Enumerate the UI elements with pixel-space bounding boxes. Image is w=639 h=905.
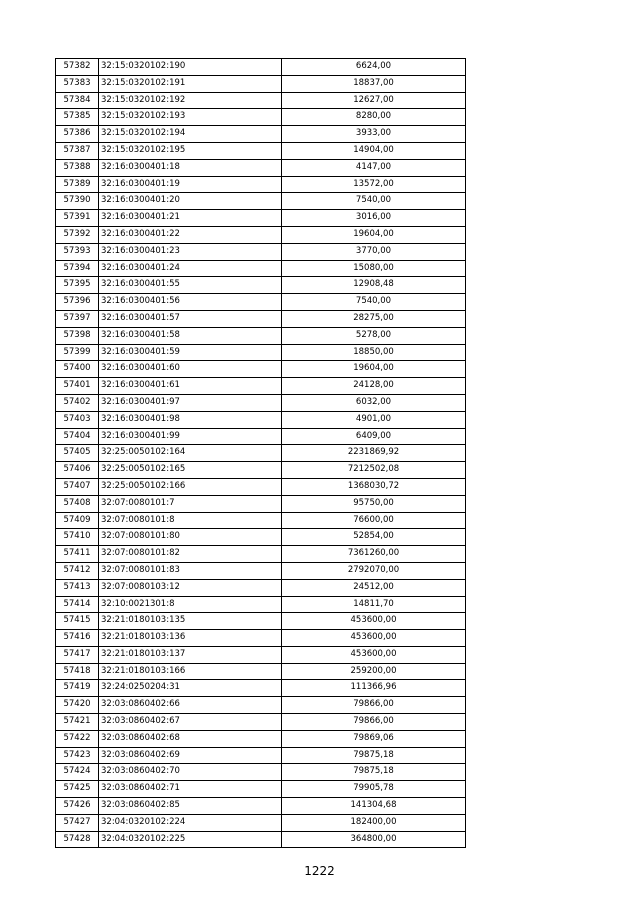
value-cell: 24128,00 <box>282 378 466 395</box>
value-cell: 3770,00 <box>282 243 466 260</box>
row-number-cell: 57425 <box>56 781 99 798</box>
table-row <box>56 529 466 546</box>
cadastral-number-cell: 32:25:0050102:165 <box>99 462 282 479</box>
value-cell: 6409,00 <box>282 428 466 445</box>
value-cell: 76600,00 <box>282 512 466 529</box>
value-cell: 12908,48 <box>282 277 466 294</box>
cadastral-number-cell: 32:10:0021301:8 <box>99 596 282 613</box>
cadastral-number-cell: 32:16:0300401:60 <box>99 361 282 378</box>
cadastral-number-cell: 32:21:0180103:166 <box>99 663 282 680</box>
value-cell: 3016,00 <box>282 210 466 227</box>
row-number-cell: 57385 <box>56 109 99 126</box>
row-number-cell: 57392 <box>56 226 99 243</box>
row-number-cell: 57420 <box>56 697 99 714</box>
cadastral-number-cell: 32:07:0080101:82 <box>99 546 282 563</box>
table-row <box>56 277 466 294</box>
table-row <box>56 75 466 92</box>
row-number-cell: 57407 <box>56 478 99 495</box>
table-row <box>56 462 466 479</box>
table-row <box>56 310 466 327</box>
value-cell: 259200,00 <box>282 663 466 680</box>
cadastral-number-cell: 32:16:0300401:61 <box>99 378 282 395</box>
cadastral-number-cell: 32:21:0180103:136 <box>99 630 282 647</box>
row-number-cell: 57400 <box>56 361 99 378</box>
cadastral-number-cell: 32:15:0320102:191 <box>99 75 282 92</box>
row-number-cell: 57421 <box>56 714 99 731</box>
value-cell: 19604,00 <box>282 226 466 243</box>
row-number-cell: 57409 <box>56 512 99 529</box>
row-number-cell: 57428 <box>56 831 99 848</box>
cadastral-number-cell: 32:16:0300401:18 <box>99 159 282 176</box>
cadastral-number-cell: 32:03:0860402:68 <box>99 730 282 747</box>
cadastral-number-cell: 32:16:0300401:56 <box>99 294 282 311</box>
table-row <box>56 378 466 395</box>
cadastral-number-cell: 32:16:0300401:21 <box>99 210 282 227</box>
value-cell: 7212502,08 <box>282 462 466 479</box>
row-number-cell: 57395 <box>56 277 99 294</box>
cadastral-number-cell: 32:16:0300401:22 <box>99 226 282 243</box>
data-table <box>55 58 466 848</box>
table-row <box>56 109 466 126</box>
cadastral-number-cell: 32:03:0860402:67 <box>99 714 282 731</box>
value-cell: 28275,00 <box>282 310 466 327</box>
cadastral-number-cell: 32:07:0080101:8 <box>99 512 282 529</box>
value-cell: 18850,00 <box>282 344 466 361</box>
cadastral-number-cell: 32:16:0300401:23 <box>99 243 282 260</box>
table-row <box>56 680 466 697</box>
value-cell: 111366,96 <box>282 680 466 697</box>
cadastral-number-cell: 32:07:0080101:83 <box>99 562 282 579</box>
row-number-cell: 57393 <box>56 243 99 260</box>
value-cell: 15080,00 <box>282 260 466 277</box>
table-row <box>56 394 466 411</box>
row-number-cell: 57413 <box>56 579 99 596</box>
row-number-cell: 57401 <box>56 378 99 395</box>
cadastral-number-cell: 32:15:0320102:193 <box>99 109 282 126</box>
table-row <box>56 814 466 831</box>
cadastral-number-cell: 32:16:0300401:20 <box>99 193 282 210</box>
page-number: 1222 <box>304 864 335 878</box>
table-row <box>56 512 466 529</box>
table-row <box>56 495 466 512</box>
row-number-cell: 57411 <box>56 546 99 563</box>
cadastral-number-cell: 32:03:0860402:70 <box>99 764 282 781</box>
cadastral-number-cell: 32:16:0300401:24 <box>99 260 282 277</box>
row-number-cell: 57387 <box>56 142 99 159</box>
value-cell: 24512,00 <box>282 579 466 596</box>
cadastral-number-cell: 32:07:0080103:12 <box>99 579 282 596</box>
table-row <box>56 327 466 344</box>
row-number-cell: 57408 <box>56 495 99 512</box>
table-row <box>56 344 466 361</box>
row-number-cell: 57398 <box>56 327 99 344</box>
table-row <box>56 798 466 815</box>
value-cell: 2792070,00 <box>282 562 466 579</box>
cadastral-number-cell: 32:15:0320102:195 <box>99 142 282 159</box>
table-row <box>56 478 466 495</box>
row-number-cell: 57418 <box>56 663 99 680</box>
table-row <box>56 747 466 764</box>
table-row <box>56 764 466 781</box>
row-number-cell: 57405 <box>56 445 99 462</box>
value-cell: 79869,06 <box>282 730 466 747</box>
row-number-cell: 57403 <box>56 411 99 428</box>
value-cell: 19604,00 <box>282 361 466 378</box>
cadastral-number-cell: 32:25:0050102:164 <box>99 445 282 462</box>
value-cell: 364800,00 <box>282 831 466 848</box>
cadastral-number-cell: 32:25:0050102:166 <box>99 478 282 495</box>
value-cell: 7540,00 <box>282 193 466 210</box>
cadastral-number-cell: 32:21:0180103:135 <box>99 613 282 630</box>
cadastral-number-cell: 32:04:0320102:224 <box>99 814 282 831</box>
cadastral-number-cell: 32:15:0320102:190 <box>99 59 282 76</box>
table-row <box>56 92 466 109</box>
cadastral-number-cell: 32:16:0300401:99 <box>99 428 282 445</box>
cadastral-number-cell: 32:15:0320102:192 <box>99 92 282 109</box>
value-cell: 8280,00 <box>282 109 466 126</box>
value-cell: 7540,00 <box>282 294 466 311</box>
table-row <box>56 294 466 311</box>
cadastral-number-cell: 32:16:0300401:19 <box>99 176 282 193</box>
cadastral-number-cell: 32:16:0300401:58 <box>99 327 282 344</box>
cadastral-number-cell: 32:07:0080101:80 <box>99 529 282 546</box>
row-number-cell: 57415 <box>56 613 99 630</box>
row-number-cell: 57427 <box>56 814 99 831</box>
row-number-cell: 57412 <box>56 562 99 579</box>
value-cell: 18837,00 <box>282 75 466 92</box>
value-cell: 79875,18 <box>282 747 466 764</box>
table-row <box>56 831 466 848</box>
row-number-cell: 57386 <box>56 126 99 143</box>
value-cell: 5278,00 <box>282 327 466 344</box>
table-row <box>56 714 466 731</box>
value-cell: 4147,00 <box>282 159 466 176</box>
value-cell: 182400,00 <box>282 814 466 831</box>
row-number-cell: 57419 <box>56 680 99 697</box>
table-row <box>56 546 466 563</box>
table-row <box>56 260 466 277</box>
value-cell: 52854,00 <box>282 529 466 546</box>
value-cell: 1368030,72 <box>282 478 466 495</box>
value-cell: 2231869,92 <box>282 445 466 462</box>
table-row <box>56 159 466 176</box>
table-row <box>56 59 466 76</box>
cadastral-number-cell: 32:21:0180103:137 <box>99 646 282 663</box>
row-number-cell: 57390 <box>56 193 99 210</box>
table-row <box>56 562 466 579</box>
cadastral-number-cell: 32:07:0080101:7 <box>99 495 282 512</box>
cadastral-number-cell: 32:03:0860402:69 <box>99 747 282 764</box>
row-number-cell: 57391 <box>56 210 99 227</box>
table-row <box>56 226 466 243</box>
value-cell: 3933,00 <box>282 126 466 143</box>
value-cell: 14811,70 <box>282 596 466 613</box>
row-number-cell: 57399 <box>56 344 99 361</box>
value-cell: 79905,78 <box>282 781 466 798</box>
table-row <box>56 243 466 260</box>
table-row <box>56 428 466 445</box>
table-body <box>56 59 466 848</box>
row-number-cell: 57383 <box>56 75 99 92</box>
table-row <box>56 781 466 798</box>
table-row <box>56 613 466 630</box>
table-row <box>56 630 466 647</box>
table-row <box>56 142 466 159</box>
value-cell: 95750,00 <box>282 495 466 512</box>
cadastral-number-cell: 32:24:0250204:31 <box>99 680 282 697</box>
row-number-cell: 57424 <box>56 764 99 781</box>
value-cell: 453600,00 <box>282 630 466 647</box>
value-cell: 6624,00 <box>282 59 466 76</box>
cadastral-number-cell: 32:04:0320102:225 <box>99 831 282 848</box>
value-cell: 14904,00 <box>282 142 466 159</box>
value-cell: 79866,00 <box>282 697 466 714</box>
row-number-cell: 57423 <box>56 747 99 764</box>
table-row <box>56 697 466 714</box>
table-row <box>56 663 466 680</box>
value-cell: 7361260,00 <box>282 546 466 563</box>
value-cell: 13572,00 <box>282 176 466 193</box>
table-row <box>56 445 466 462</box>
row-number-cell: 57417 <box>56 646 99 663</box>
cadastral-number-cell: 32:03:0860402:66 <box>99 697 282 714</box>
table-row <box>56 176 466 193</box>
row-number-cell: 57416 <box>56 630 99 647</box>
row-number-cell: 57396 <box>56 294 99 311</box>
table-row <box>56 193 466 210</box>
cadastral-number-cell: 32:03:0860402:85 <box>99 798 282 815</box>
row-number-cell: 57402 <box>56 394 99 411</box>
value-cell: 12627,00 <box>282 92 466 109</box>
cadastral-number-cell: 32:16:0300401:97 <box>99 394 282 411</box>
value-cell: 453600,00 <box>282 613 466 630</box>
value-cell: 6032,00 <box>282 394 466 411</box>
row-number-cell: 57389 <box>56 176 99 193</box>
table-row <box>56 126 466 143</box>
cadastral-number-cell: 32:15:0320102:194 <box>99 126 282 143</box>
value-cell: 79866,00 <box>282 714 466 731</box>
cadastral-number-cell: 32:16:0300401:59 <box>99 344 282 361</box>
cadastral-number-cell: 32:16:0300401:55 <box>99 277 282 294</box>
row-number-cell: 57426 <box>56 798 99 815</box>
value-cell: 79875,18 <box>282 764 466 781</box>
row-number-cell: 57388 <box>56 159 99 176</box>
table-row <box>56 646 466 663</box>
table-row <box>56 596 466 613</box>
row-number-cell: 57422 <box>56 730 99 747</box>
row-number-cell: 57384 <box>56 92 99 109</box>
row-number-cell: 57394 <box>56 260 99 277</box>
table-row <box>56 730 466 747</box>
cadastral-number-cell: 32:03:0860402:71 <box>99 781 282 798</box>
row-number-cell: 57382 <box>56 59 99 76</box>
row-number-cell: 57406 <box>56 462 99 479</box>
table-row <box>56 361 466 378</box>
value-cell: 141304,68 <box>282 798 466 815</box>
value-cell: 4901,00 <box>282 411 466 428</box>
row-number-cell: 57397 <box>56 310 99 327</box>
cadastral-number-cell: 32:16:0300401:57 <box>99 310 282 327</box>
table-row <box>56 411 466 428</box>
cadastral-number-cell: 32:16:0300401:98 <box>99 411 282 428</box>
value-cell: 453600,00 <box>282 646 466 663</box>
row-number-cell: 57414 <box>56 596 99 613</box>
table-row <box>56 210 466 227</box>
row-number-cell: 57410 <box>56 529 99 546</box>
row-number-cell: 57404 <box>56 428 99 445</box>
table-row <box>56 579 466 596</box>
